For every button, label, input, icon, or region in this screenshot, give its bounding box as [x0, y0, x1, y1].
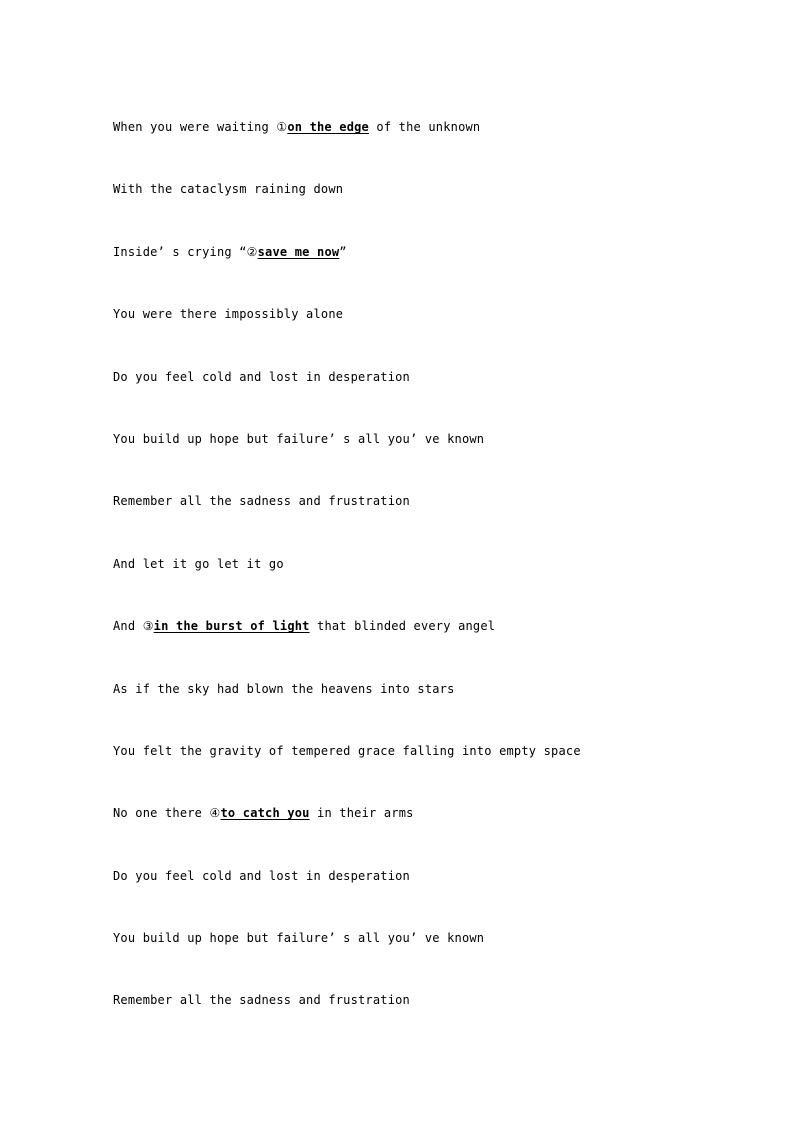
blank-number-4: ④ — [209, 806, 221, 821]
lyric-line-3 — [113, 243, 733, 305]
blank-number-2: ② — [246, 244, 258, 259]
line-text: When you were waiting — [113, 120, 277, 134]
highlighted-phrase-1: on the edge — [287, 120, 369, 134]
lyric-line-6: You build up hope but failure’ s all you’ ve known — [113, 431, 485, 446]
highlighted-phrase-4: to catch you — [220, 806, 310, 821]
line-text: in their arms — [309, 806, 414, 821]
lyric-line-1 — [113, 118, 733, 180]
line-text: ” — [339, 244, 347, 259]
lyric-line-15: Remember all the sadness and frustration — [113, 993, 410, 1008]
highlighted-phrase-2: save me now — [257, 244, 340, 259]
line-text: of the unknown — [368, 120, 481, 134]
lyric-line-9 — [113, 617, 733, 679]
lyric-line-8: And let it go let it go — [113, 556, 284, 571]
lyric-line-7: Remember all the sadness and frustration — [113, 494, 410, 509]
line-text: Inside’ s crying “ — [113, 244, 247, 259]
lyric-line-13: Do you feel cold and lost in desperation — [113, 868, 410, 883]
lyric-line-10: As if the sky had blown the heavens into stars — [113, 681, 455, 696]
line-text: And — [113, 619, 143, 634]
lyric-line-4: You were there impossibly alone — [113, 307, 344, 322]
lyrics-block — [113, 118, 733, 1054]
lyric-line-11: You felt the gravity of tempered grace falling into empty space — [113, 743, 581, 758]
lyric-line-2: With the cataclysm raining down — [113, 182, 344, 197]
lyric-line-14: You build up hope but failure’ s all you’ ve known — [113, 931, 485, 946]
highlighted-phrase-3: in the burst of light — [153, 619, 310, 634]
blank-number-3: ③ — [142, 619, 154, 634]
line-text: No one there — [113, 806, 210, 821]
lyric-line-12 — [113, 804, 733, 866]
lyric-line-5: Do you feel cold and lost in desperation — [113, 369, 410, 384]
blank-number-1: ① — [276, 120, 288, 134]
line-text: that blinded every angel — [309, 619, 496, 634]
